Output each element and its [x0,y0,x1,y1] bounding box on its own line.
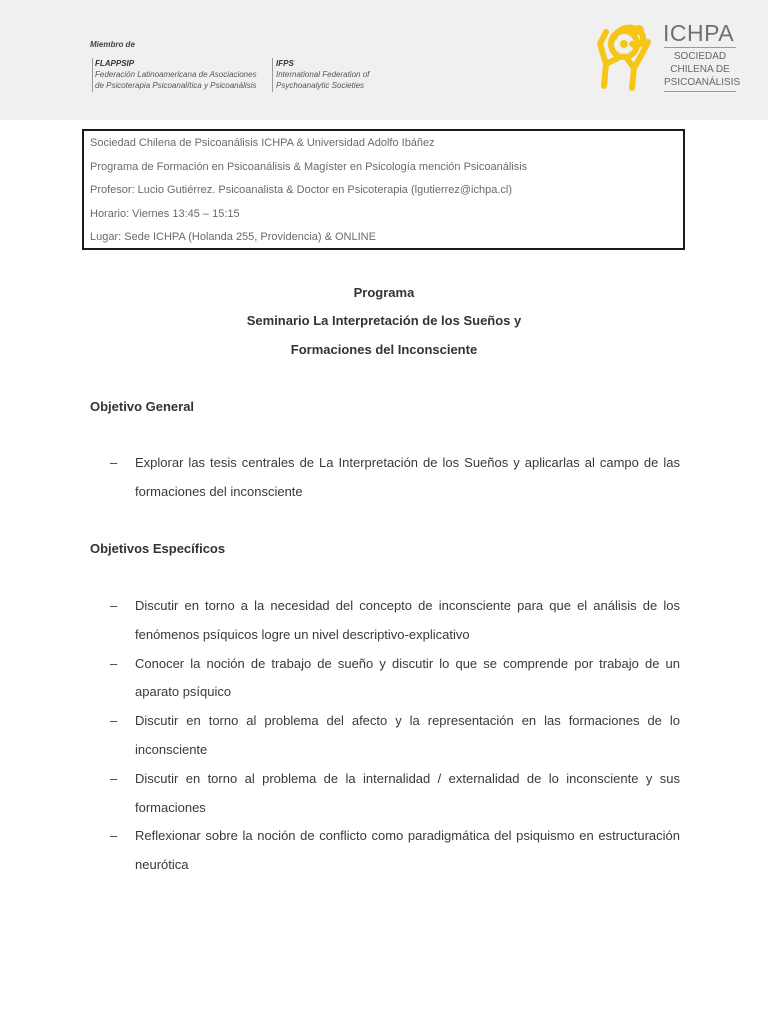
affiliation-line: Psychoanalytic Societies [276,81,365,90]
document-title: Programa [353,285,415,300]
brand-subtitle-3: PSICOANÁLISIS [664,77,741,88]
list-item-text: Discutir en torno a la necesidad del concepto de inconsciente para que el análisis de los fenómenos psíquicos logre un nivel descriptivo-explicativo [135,598,680,642]
dash-marker: – [110,828,118,844]
dash-marker: – [110,455,118,470]
info-program: Programa de Formación en Psicoanálisis & Magíster en Psicología mención Psicoanálisis [90,160,528,173]
course-info-box [82,129,685,250]
dash-marker: – [110,713,118,729]
info-professor: Profesor: Lucio Gutiérrez. Psicoanalista & Doctor en Psicoterapia (lgutierrez@ichpa.cl) [90,184,513,197]
affiliation-flappsip [95,58,257,91]
info-schedule: Horario: Viernes 13:45 – 15:15 [90,207,240,220]
ichpa-logo-icon [592,14,656,96]
info-institution: Sociedad Chilena de Psicoanálisis ICHPA & Universidad Adolfo Ibáñez [90,137,435,149]
brand-name: ICHPA [663,20,735,46]
member-label: Miembro de [90,40,135,49]
info-location: Lugar: Sede ICHPA (Holanda 255, Providencia) & ONLINE [90,231,376,244]
dash-marker: – [110,770,118,786]
list-item-text: Discutir en torno al problema del afecto y la representación en las formaciones de lo inconsciente [135,713,680,757]
affiliation-abbr: FLAPPSIP [95,59,135,68]
brand-subtitle-2: CHILENA DE [670,64,730,75]
affiliation-ifps [276,58,369,91]
affiliation-line: Federación Latinoamericana de Asociaciones [95,70,257,79]
affiliation-line: International Federation of [276,70,370,79]
list-item [90,592,680,650]
section-heading-general: Objetivo General [90,399,195,414]
affiliation-abbr: IFPS [276,59,294,68]
list-item-text: Conocer la noción de trabajo de sueño y discutir lo que se comprende por trabajo de un aparato psíquico [135,655,680,700]
general-objectives-list [90,449,680,507]
seminar-title-line-1: Seminario La Interpretación de los Sueños y [246,313,522,328]
list-item [90,707,680,765]
affiliation-divider [92,58,93,92]
affiliation-line: de Psicoterapia Psicoanalítica y Psicoanálisis [95,81,257,90]
dash-marker: – [110,598,118,613]
dash-marker: – [110,655,118,671]
list-item [90,822,680,880]
list-item [90,449,680,507]
brand-rule [664,47,736,48]
list-item-text: Reflexionar sobre la noción de conflicto como paradigmática del psiquismo en estructuración neurótica [135,828,680,873]
list-item [90,765,680,823]
seminar-title-line-2: Formaciones del Inconsciente [290,342,478,357]
specific-objectives-list [90,592,680,880]
list-item-text: Discutir en torno al problema de la internalidad / externalidad de lo inconsciente y sus formaciones [135,770,680,815]
list-item-text: Explorar las tesis centrales de La Interpretación de los Sueños y aplicarlas al campo de las formaciones del inconsciente [135,455,680,499]
affiliation-divider [272,58,273,92]
list-item [90,650,680,708]
section-heading-specific: Objetivos Específicos [90,541,226,556]
brand-rule [664,91,736,92]
brand-subtitle-1: SOCIEDAD [673,51,727,62]
